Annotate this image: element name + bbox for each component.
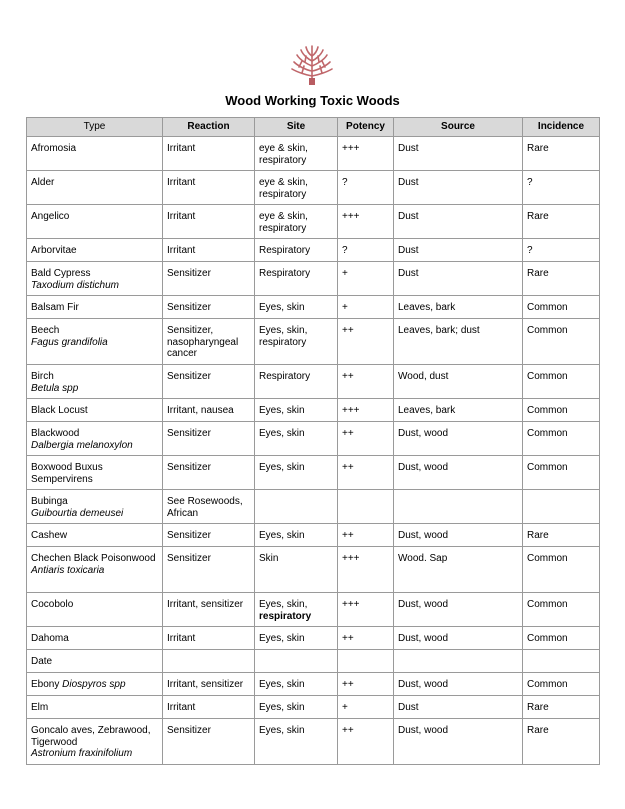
cell-type — [27, 524, 163, 547]
cell-reaction — [163, 399, 255, 422]
cell-incidence — [523, 627, 600, 650]
cell-type — [27, 422, 163, 456]
cell-potency-text: ++ — [342, 325, 354, 336]
cell-reaction-text: Irritant, sensitizer — [167, 679, 244, 690]
cell-site — [255, 627, 338, 650]
cell-reaction — [163, 137, 255, 171]
cell-potency-text: +++ — [342, 405, 360, 416]
cell-incidence-text: Common — [527, 428, 568, 439]
cell-incidence-text: ? — [527, 245, 533, 256]
cell-site-text: Eyes, skin — [259, 302, 305, 313]
cell-reaction-text: Sensitizer — [167, 371, 211, 382]
cell-site — [255, 456, 338, 490]
cell-incidence-text: Rare — [527, 143, 549, 154]
cell-reaction-text: Irritant, nausea — [167, 405, 234, 416]
table-row — [27, 719, 600, 765]
cell-source — [394, 673, 523, 696]
wood-name: Chechen Black Poisonwood — [31, 553, 156, 564]
cell-potency-text: + — [342, 302, 348, 313]
cell-incidence-text: Common — [527, 462, 568, 473]
cell-type — [27, 719, 163, 765]
cell-source-text: Dust — [398, 268, 419, 279]
cell-incidence — [523, 399, 600, 422]
table-row — [27, 365, 600, 399]
cell-incidence-text: Rare — [527, 268, 549, 279]
cell-type — [27, 319, 163, 365]
cell-incidence — [523, 422, 600, 456]
cell-site — [255, 547, 338, 593]
cell-incidence-text: Rare — [527, 211, 549, 222]
cell-potency-text: +++ — [342, 211, 360, 222]
cell-potency — [338, 719, 394, 765]
cell-site — [255, 490, 338, 524]
table-row — [27, 547, 600, 593]
cell-site — [255, 296, 338, 319]
cell-site — [255, 399, 338, 422]
cell-type — [27, 137, 163, 171]
cell-potency — [338, 319, 394, 365]
cell-reaction — [163, 205, 255, 239]
cell-site-text: eye & skin, respiratory — [259, 211, 308, 234]
wood-name: Cashew — [31, 530, 68, 541]
cell-source — [394, 547, 523, 593]
cell-reaction — [163, 719, 255, 765]
wood-name: Angelico — [31, 211, 70, 222]
wood-name: Beech — [31, 325, 60, 336]
cell-site-text: Eyes, skin — [259, 702, 305, 713]
cell-source — [394, 524, 523, 547]
wood-name: Alder — [31, 177, 55, 188]
scientific-name: Diospyros spp — [62, 679, 126, 690]
cell-incidence — [523, 593, 600, 627]
cell-site-text: Eyes, skin — [259, 530, 305, 541]
cell-reaction — [163, 673, 255, 696]
cell-incidence — [523, 547, 600, 593]
table-row — [27, 627, 600, 650]
cell-reaction — [163, 239, 255, 262]
wood-name: Elm — [31, 702, 49, 713]
cell-incidence — [523, 239, 600, 262]
cell-reaction — [163, 171, 255, 205]
cell-incidence-text: Rare — [527, 725, 549, 736]
cell-site — [255, 696, 338, 719]
cell-source — [394, 650, 523, 673]
cell-potency — [338, 547, 394, 593]
table-row — [27, 137, 600, 171]
cell-source — [394, 365, 523, 399]
table-row — [27, 296, 600, 319]
cell-site-text: Respiratory — [259, 371, 311, 382]
wood-name: Blackwood — [31, 428, 80, 439]
cell-reaction-text: Sensitizer — [167, 725, 211, 736]
cell-reaction-text: Sensitizer — [167, 428, 211, 439]
cell-source-text: Wood. Sap — [398, 553, 448, 564]
cell-incidence — [523, 650, 600, 673]
cell-potency-text: ++ — [342, 462, 354, 473]
table-row — [27, 399, 600, 422]
cell-source-text: Dust — [398, 702, 419, 713]
wood-name: Bubinga — [31, 496, 68, 507]
cell-source — [394, 205, 523, 239]
cell-site-text: Eyes, skin — [259, 633, 305, 644]
cell-source — [394, 696, 523, 719]
cell-site — [255, 650, 338, 673]
cell-potency-text: ? — [342, 177, 348, 188]
cell-site — [255, 673, 338, 696]
cell-potency — [338, 422, 394, 456]
table-row — [27, 319, 600, 365]
cell-incidence-text: Rare — [527, 530, 549, 541]
cell-site-text: Respiratory — [259, 245, 311, 256]
scientific-name: Fagus grandifolia — [31, 336, 108, 348]
cell-potency-text: ++ — [342, 725, 354, 736]
cell-potency — [338, 627, 394, 650]
wood-name: Cocobolo — [31, 599, 74, 610]
cell-reaction — [163, 524, 255, 547]
tree-logo-icon — [289, 42, 335, 86]
cell-reaction — [163, 456, 255, 490]
cell-potency-text: + — [342, 268, 348, 279]
scientific-name: Taxodium distichum — [31, 279, 120, 291]
cell-source — [394, 593, 523, 627]
cell-potency-text: +++ — [342, 553, 360, 564]
cell-type — [27, 399, 163, 422]
cell-site — [255, 719, 338, 765]
cell-reaction — [163, 593, 255, 627]
cell-site-text: Eyes, skin — [259, 725, 305, 736]
cell-reaction-text: Irritant — [167, 245, 196, 256]
cell-source-text: Wood, dust — [398, 371, 449, 382]
wood-name: Boxwood Buxus Sempervirens — [31, 462, 103, 485]
cell-source-text: Dust, wood — [398, 530, 449, 541]
cell-potency-text: ++ — [342, 371, 354, 382]
cell-incidence — [523, 524, 600, 547]
cell-source — [394, 262, 523, 296]
cell-incidence-text: Common — [527, 633, 568, 644]
cell-site — [255, 593, 338, 627]
cell-potency-text: +++ — [342, 599, 360, 610]
scientific-name: Antiaris toxicaria — [31, 564, 105, 576]
cell-incidence-text: Common — [527, 599, 568, 610]
cell-incidence — [523, 673, 600, 696]
cell-potency-text: ++ — [342, 530, 354, 541]
table-row — [27, 456, 600, 490]
table-row — [27, 239, 600, 262]
cell-site — [255, 137, 338, 171]
cell-reaction-text: Sensitizer — [167, 530, 211, 541]
cell-potency — [338, 296, 394, 319]
cell-incidence — [523, 456, 600, 490]
table-row — [27, 650, 600, 673]
cell-potency — [338, 650, 394, 673]
cell-site — [255, 205, 338, 239]
cell-source-text: Leaves, bark; dust — [398, 325, 480, 336]
cell-source — [394, 422, 523, 456]
table-row — [27, 205, 600, 239]
cell-type — [27, 456, 163, 490]
column-header-source: Source — [394, 118, 523, 137]
wood-name: Dahoma — [31, 633, 69, 644]
table-row — [27, 593, 600, 627]
cell-type — [27, 593, 163, 627]
cell-potency-text: + — [342, 702, 348, 713]
cell-reaction — [163, 696, 255, 719]
column-header-reaction: Reaction — [163, 118, 255, 137]
cell-incidence — [523, 696, 600, 719]
cell-site — [255, 319, 338, 365]
cell-source-text: Dust, wood — [398, 599, 449, 610]
table-row — [27, 524, 600, 547]
cell-source-text: Dust, wood — [398, 725, 449, 736]
cell-source — [394, 171, 523, 205]
table-header-row — [27, 118, 600, 137]
page-title: Wood Working Toxic Woods — [225, 93, 400, 108]
cell-potency-text: ++ — [342, 428, 354, 439]
cell-incidence — [523, 137, 600, 171]
cell-potency — [338, 696, 394, 719]
cell-type — [27, 490, 163, 524]
cell-site-text: Eyes, skin — [259, 428, 305, 439]
cell-incidence — [523, 719, 600, 765]
cell-type — [27, 205, 163, 239]
cell-potency-text: ++ — [342, 633, 354, 644]
wood-name: Arborvitae — [31, 245, 77, 256]
cell-type — [27, 547, 163, 593]
table-row — [27, 490, 600, 524]
cell-source — [394, 719, 523, 765]
cell-source-text: Dust — [398, 143, 419, 154]
cell-potency — [338, 593, 394, 627]
cell-source-text: Dust, wood — [398, 462, 449, 473]
cell-reaction-text: Irritant — [167, 143, 196, 154]
cell-reaction — [163, 422, 255, 456]
cell-source — [394, 456, 523, 490]
cell-site-text: Respiratory — [259, 268, 311, 279]
cell-potency-text: ++ — [342, 679, 354, 690]
cell-site — [255, 524, 338, 547]
column-header-site: Site — [255, 118, 338, 137]
cell-incidence-text: Common — [527, 405, 568, 416]
cell-site — [255, 262, 338, 296]
table-row — [27, 171, 600, 205]
cell-source-text: Leaves, bark — [398, 405, 456, 416]
cell-site-text: eye & skin, respiratory — [259, 143, 308, 166]
cell-source — [394, 296, 523, 319]
cell-potency — [338, 365, 394, 399]
cell-source — [394, 490, 523, 524]
scientific-name: Dalbergia melanoxylon — [31, 439, 133, 451]
cell-source-text: Dust, wood — [398, 633, 449, 644]
cell-incidence-text: ? — [527, 177, 533, 188]
wood-name: Bald Cypress — [31, 268, 91, 279]
column-header-potency: Potency — [338, 118, 394, 137]
cell-reaction-text: Irritant — [167, 211, 196, 222]
cell-reaction-text: Sensitizer — [167, 268, 211, 279]
cell-site — [255, 365, 338, 399]
cell-incidence-text: Common — [527, 302, 568, 313]
cell-potency — [338, 171, 394, 205]
cell-incidence — [523, 262, 600, 296]
column-header-type: Type — [27, 118, 163, 137]
cell-reaction — [163, 547, 255, 593]
cell-potency — [338, 137, 394, 171]
cell-potency — [338, 399, 394, 422]
cell-site-text: Eyes, skin — [259, 679, 305, 690]
cell-type — [27, 650, 163, 673]
cell-source-text: Dust — [398, 177, 419, 188]
wood-name: Goncalo aves, Zebrawood, Tigerwood — [31, 725, 151, 748]
cell-site-text: Eyes, skin — [259, 462, 305, 473]
cell-site-text: Skin — [259, 553, 279, 564]
cell-site — [255, 171, 338, 205]
cell-reaction-text: Irritant — [167, 633, 196, 644]
cell-reaction — [163, 319, 255, 365]
cell-source — [394, 137, 523, 171]
cell-reaction — [163, 490, 255, 524]
cell-site-text: Eyes, skin, respiratory — [259, 325, 308, 348]
cell-type — [27, 171, 163, 205]
cell-incidence — [523, 205, 600, 239]
cell-reaction-text: Irritant, sensitizer — [167, 599, 244, 610]
cell-type — [27, 673, 163, 696]
cell-source-text: Dust — [398, 211, 419, 222]
cell-source-text: Dust — [398, 245, 419, 256]
cell-potency — [338, 205, 394, 239]
cell-potency — [338, 456, 394, 490]
cell-source-text: Leaves, bark — [398, 302, 456, 313]
cell-reaction-text: Sensitizer — [167, 553, 211, 564]
wood-name: Ebony — [31, 679, 60, 690]
toxic-woods-table — [26, 117, 600, 765]
cell-source — [394, 627, 523, 650]
wood-name: Black Locust — [31, 405, 88, 416]
cell-site-text: eye & skin, respiratory — [259, 177, 308, 200]
table-row — [27, 262, 600, 296]
cell-site-text: Eyes, skin — [259, 405, 305, 416]
cell-incidence-text: Common — [527, 553, 568, 564]
table-row — [27, 422, 600, 456]
cell-incidence-text: Common — [527, 679, 568, 690]
cell-incidence-text: Common — [527, 325, 568, 336]
wood-name: Date — [31, 656, 53, 667]
cell-type — [27, 627, 163, 650]
cell-potency — [338, 239, 394, 262]
cell-incidence — [523, 171, 600, 205]
cell-reaction — [163, 650, 255, 673]
cell-incidence — [523, 296, 600, 319]
column-header-incidence: Incidence — [523, 118, 600, 137]
cell-reaction-text: Irritant — [167, 702, 196, 713]
cell-type — [27, 696, 163, 719]
cell-type — [27, 365, 163, 399]
cell-potency — [338, 673, 394, 696]
cell-source — [394, 399, 523, 422]
cell-incidence — [523, 365, 600, 399]
cell-reaction-text: Sensitizer — [167, 462, 211, 473]
cell-incidence-text: Common — [527, 371, 568, 382]
cell-potency-text: ? — [342, 245, 348, 256]
cell-reaction — [163, 262, 255, 296]
cell-reaction-text: Sensitizer — [167, 302, 211, 313]
cell-type — [27, 239, 163, 262]
cell-reaction — [163, 296, 255, 319]
cell-potency — [338, 524, 394, 547]
cell-site-text: Eyes, skin, — [259, 599, 308, 610]
cell-reaction-text: Sensitizer, nasopharyngeal cancer — [167, 325, 239, 359]
cell-incidence — [523, 490, 600, 524]
table-row — [27, 673, 600, 696]
table-row — [27, 696, 600, 719]
cell-reaction-text: See Rosewoods, African — [167, 496, 243, 519]
scientific-name: Betula spp — [31, 382, 79, 394]
cell-potency — [338, 262, 394, 296]
wood-name: Birch — [31, 371, 54, 382]
scientific-name: Astronium fraxinifolium — [31, 748, 133, 759]
site-emphasis: respiratory — [259, 610, 312, 622]
cell-source-text: Dust, wood — [398, 679, 449, 690]
cell-reaction — [163, 627, 255, 650]
scientific-name: Guibourtia demeusei — [31, 507, 124, 519]
cell-reaction — [163, 365, 255, 399]
cell-type — [27, 262, 163, 296]
cell-incidence — [523, 319, 600, 365]
cell-source — [394, 319, 523, 365]
wood-name: Balsam Fir — [31, 302, 79, 313]
cell-site — [255, 422, 338, 456]
cell-source-text: Dust, wood — [398, 428, 449, 439]
cell-type — [27, 296, 163, 319]
cell-reaction-text: Irritant — [167, 177, 196, 188]
cell-potency-text: +++ — [342, 143, 360, 154]
wood-name: Afromosia — [31, 143, 77, 154]
cell-incidence-text: Rare — [527, 702, 549, 713]
cell-potency — [338, 490, 394, 524]
cell-site — [255, 239, 338, 262]
cell-source — [394, 239, 523, 262]
